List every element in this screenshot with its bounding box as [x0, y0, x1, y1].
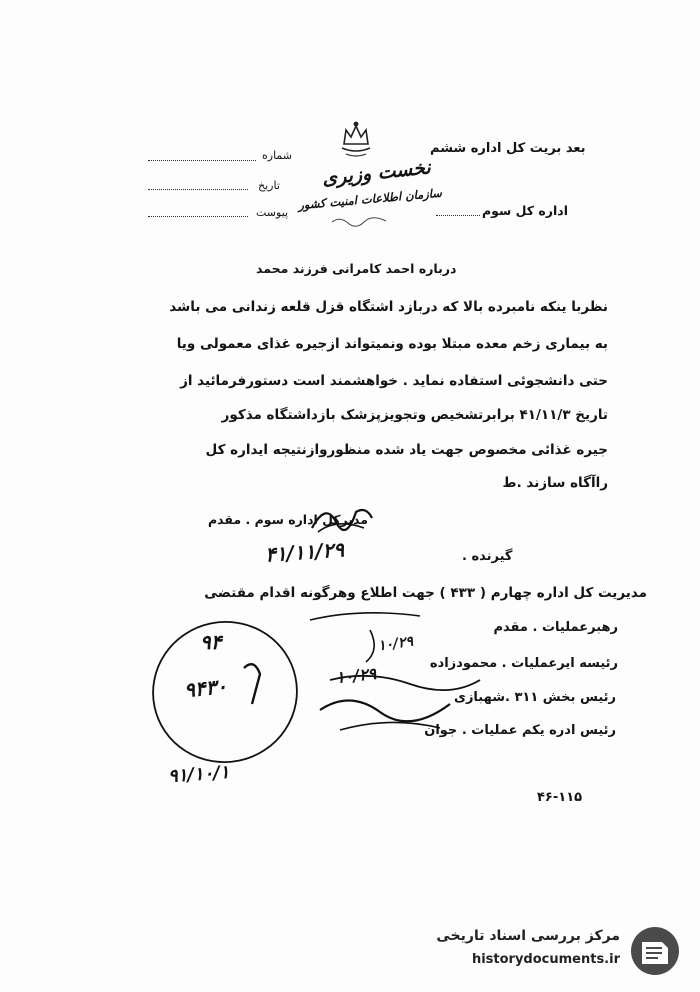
body-line: تاریخ ۴۱/۱۱/۳ برابرتشخیص وتجویزپزشک بازداشتگاه مذکور: [221, 407, 608, 423]
handwritten-scribbles-icon: [300, 600, 500, 740]
bottom-handwritten-date: ۹۱/۱۰/۱: [167, 761, 231, 788]
crown-emblem-icon: [338, 118, 374, 162]
margin-note: ۹۴: [200, 630, 222, 654]
body-line: نظربا ینکه نامبرده بالا که دربازد اشتگاه قزل قلعه زندانی می باشد: [169, 299, 608, 315]
margin-note: ۹۴۳۰: [182, 673, 229, 703]
signature-scribble-icon: [306, 498, 376, 538]
sender-office-line: اداره کل سوم: [482, 203, 568, 218]
body-line: حتی دانشجوئی استفاده نماید . خواهشمند است دستورفرمائید از: [180, 373, 608, 389]
body-line: راآگاه سازند .ط: [502, 475, 608, 491]
body-line: جیره غذائی مخصوص جهت یاد شده منظوروازنتیجه ایداره کل: [205, 442, 608, 458]
letterhead-scribble-icon: [330, 214, 390, 230]
recipients-heading: گیرنده .: [462, 549, 513, 564]
watermark: [382, 924, 682, 980]
body-line: به بیماری زخم معده مبتلا بوده ونمیتواند ازجیره غذای معمولی ویا: [176, 336, 608, 352]
attachment-label: پیوست: [256, 206, 289, 219]
distribution-line: رئیس بخش ۳۱۱ .شهبازی: [454, 690, 616, 705]
archive-logo-icon: [628, 924, 682, 978]
attachment-field-line: [148, 216, 248, 217]
sender-office-line-underline: [436, 215, 480, 216]
ministry-title: نخست وزیری: [321, 156, 432, 190]
distribution-line: مدیریت کل اداره چهارم ( ۴۳۳ ) جهت اطلاع وهرگونه اقدام مقتضی: [204, 585, 647, 601]
handwritten-date: ۱۰/۲۹: [377, 633, 415, 655]
signature-date: ۴۱/۱۱/۲۹: [264, 537, 345, 567]
handwritten-date: ۱۰/۲۹: [335, 663, 378, 688]
number-label: شماره: [262, 149, 293, 162]
subject-line: درباره احمد کامرانی فرزند محمد: [256, 261, 457, 276]
watermark-title: مرکز بررسی اسناد تاریخی: [436, 928, 620, 944]
addressee-line: بعد بریت کل اداره ششم: [430, 141, 586, 156]
distribution-line: رئیس ادره یکم عملیات . جوان: [424, 723, 616, 738]
distribution-line: رهبرعملیات . مقدم: [493, 620, 618, 635]
signatory-line: مدیرکل اداره سوم . مقدم: [208, 512, 368, 527]
number-field-line: [148, 160, 256, 161]
date-label: تاریخ: [258, 179, 280, 192]
date-field-line: [148, 189, 248, 190]
distribution-line: رئیسه ایرعملیات . محمودزاده: [429, 656, 618, 671]
watermark-url: historydocuments.ir: [471, 952, 620, 967]
organization-title: سازمان اطلاعات امنیت کشور: [297, 185, 443, 213]
reference-number: ۴۶-۱۱۵: [537, 790, 583, 805]
